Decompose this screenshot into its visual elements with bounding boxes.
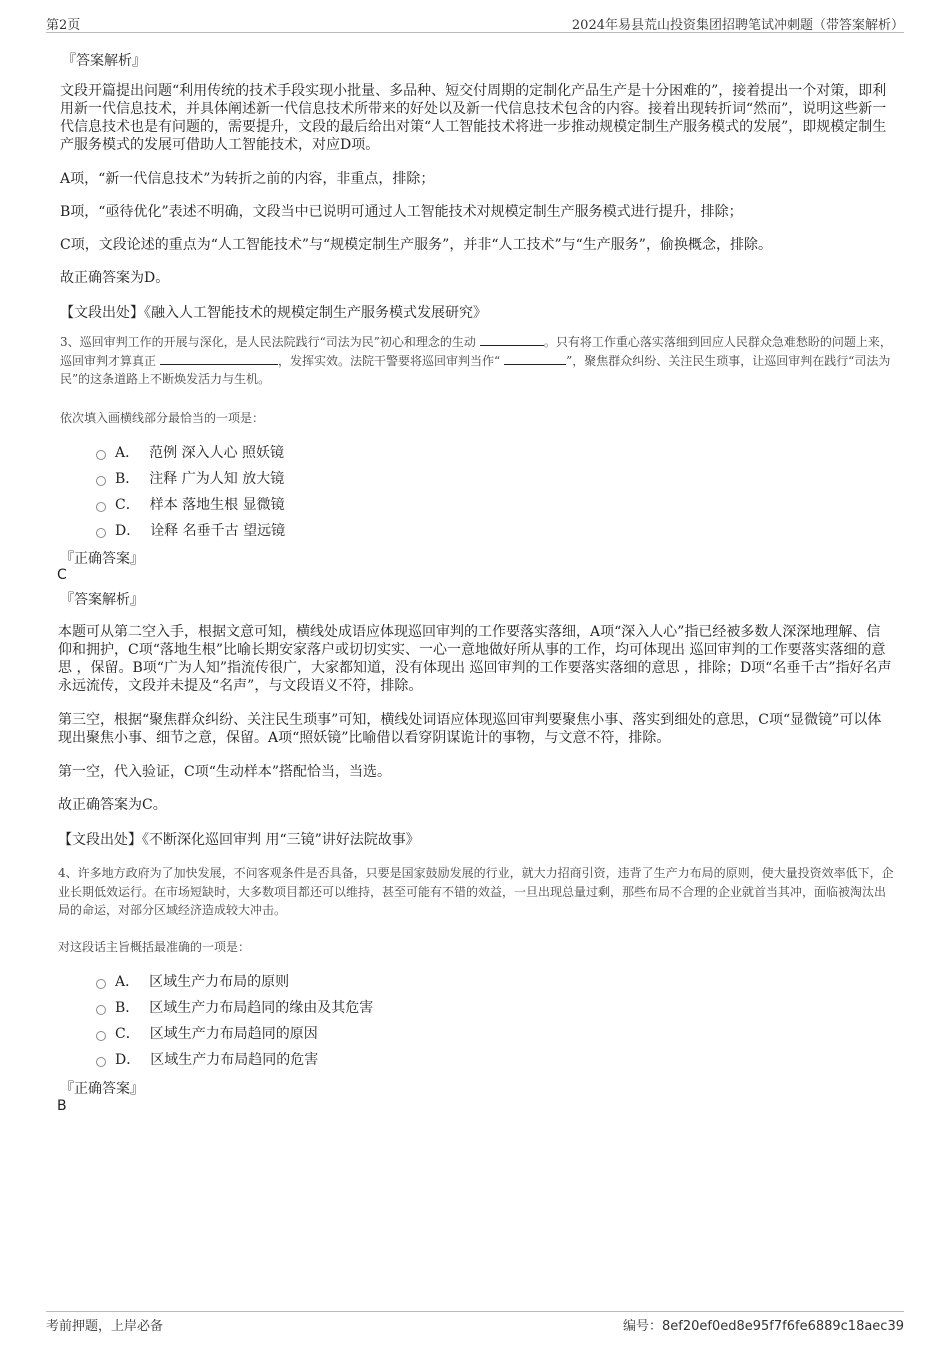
correct-answer: B <box>57 1098 67 1114</box>
question-stem <box>60 333 894 389</box>
analysis-paragraph: A项，“新一代信息技术”为转折之前的内容，非重点，排除； <box>60 171 435 187</box>
option-b[interactable]: B． 注释 广为人知 放大镜 <box>96 465 285 491</box>
option-c[interactable]: C． 样本 落地生根 显微镜 <box>96 491 285 517</box>
correct-answer: C <box>57 567 67 583</box>
radio-icon[interactable] <box>96 502 106 512</box>
option-a[interactable]: A． 范例 深入人心 照妖镜 <box>96 439 285 465</box>
option-b[interactable]: B． 区域生产力布局趋同的缘由及其危害 <box>96 994 373 1020</box>
radio-icon[interactable] <box>96 450 106 460</box>
question-text: ”，聚焦群众纠纷、关注民生琐事，让巡回审判在践行“司法为民”的这条道路上不断焕发活力与生机。 <box>60 353 891 386</box>
analysis-paragraph: 文段开篇提出问题“利用传统的技术手段实现小批量、多品种、短交付周期的定制化产品生产是十分困难的”，接着提出一个对策，即利用新一代信息技术，并具体阐述新一代信息技术所带来的好处以及新一代信息技术包含的内容。接着出现转折词“然而”，说明这些新一代信息技术也是有问题的，需要提升，文段的最后给出对策“人工智能技术将进一步推动规模定制生产服务模式的发展”，即规模定制生产服务模式的发展可借助人工智能技术，对应D项。 <box>60 83 887 153</box>
analysis-paragraph: 第一空，代入验证，C项“生动样本”搭配恰当，当选。 <box>58 764 392 780</box>
fill-blank <box>160 352 278 365</box>
options-list <box>96 968 373 1072</box>
analysis-tag: 『答案解析』 <box>62 53 146 69</box>
analysis-paragraph: 本题可从第二空入手，根据文意可知，横线处成语应体现巡回审判的工作要落实落细，A项“深入人心”指已经被多数人深深地理解、信仰和拥护，C项“落地生根”比喻长期安家落户或切切实实、一心一意地做好所从事的工作，均可体现出 巡回审判的工作要落实落细的意思 ，保留。B项“广为人知”指流传很广，大家都知道，没有体现出 巡回审判的工作要落实落细的意思 ，排除；D项“名垂千古”指好名声永远流传，文段并未提及“名声”，与文段语义不符，排除。 <box>58 624 892 694</box>
question-text: ，发挥实效。法院干警要将巡回审判当作“ <box>278 353 501 368</box>
radio-icon[interactable] <box>96 979 106 989</box>
option-a[interactable]: A． 区域生产力布局的原则 <box>96 968 373 994</box>
passage-source: 【文段出处】《不断深化巡回审判 用“三镜”讲好法院故事》 <box>58 832 420 848</box>
analysis-paragraph: 故正确答案为D。 <box>60 270 170 286</box>
question-prompt: 对这段话主旨概括最准确的一项是： <box>58 940 251 954</box>
question-text: 3、巡回审判工作的开展与深化，是人民法院践行“司法为民”初心和理念的生动 <box>60 335 476 349</box>
radio-icon[interactable] <box>96 528 106 538</box>
radio-icon[interactable] <box>96 1057 106 1067</box>
radio-icon[interactable] <box>96 1005 106 1015</box>
option-c[interactable]: C． 区域生产力布局趋同的原因 <box>96 1020 373 1046</box>
page-number: 第2页 <box>46 18 81 33</box>
fill-blank <box>504 352 566 365</box>
analysis-paragraph: 故正确答案为C。 <box>58 797 167 813</box>
question-stem: 4、许多地方政府为了加快发展，不问客观条件是否具备，只要是国家鼓励发展的行业，就大力招商引资，违背了生产力布局的原则，使大量投资效率低下，企业长期低效运行。在市场短缺时，大多数项目都还可以维持，甚至可能有不错的效益，一旦出现总量过剩，那些布局不合理的企业就首当其冲，面临被淘汰出局的命运，对部分区域经济造成较大冲击。 <box>58 866 894 917</box>
analysis-paragraph: B项，“亟待优化”表述不明确，文段当中已说明可通过人工智能技术对规模定制生产服务模式进行提升，排除； <box>60 204 743 220</box>
question-prompt: 依次填入画横线部分最恰当的一项是： <box>60 411 265 425</box>
options-list <box>96 439 285 543</box>
question-text: 。只有将工作重心落实落细到回应人民群众急难愁盼的问题上来，巡回审判才算真正 <box>60 335 892 368</box>
page-footer <box>46 1311 904 1334</box>
analysis-paragraph: 第三空，根据“聚焦群众纠纷、关注民生琐事”可知，横线处词语应体现巡回审判要聚焦小事、落实到细处的意思，C项“显微镜”可以体现出聚焦小事、细节之意，保留。A项“照妖镜”比喻借以看穿阴谋诡计的事物，与文意不符，排除。 <box>58 712 882 746</box>
answer-tag: 『正确答案』 <box>60 1081 144 1097</box>
footer-slogan: 考前押题，上岸必备 <box>46 1319 164 1334</box>
fill-blank <box>480 333 544 346</box>
option-d[interactable]: D． 区域生产力布局趋同的危害 <box>96 1046 373 1072</box>
passage-source: 【文段出处】《融入人工智能技术的规模定制生产服务模式发展研究》 <box>60 305 487 321</box>
answer-tag: 『正确答案』 <box>60 551 144 567</box>
analysis-tag: 『答案解析』 <box>60 592 144 608</box>
option-d[interactable]: D． 诠释 名垂千古 望远镜 <box>96 517 285 543</box>
analysis-paragraph: C项，文段论述的重点为“人工智能技术”与“规模定制生产服务”，并非“人工技术”与“生产服务”，偷换概念，排除。 <box>60 237 772 253</box>
radio-icon[interactable] <box>96 476 106 486</box>
page-header <box>46 12 904 33</box>
document-title: 2024年易县荒山投资集团招聘笔试冲刺题（带答案解析） <box>571 18 904 33</box>
document-code: 编号：8ef20ef0ed8e95f7f6fe6889c18aec39 <box>622 1319 904 1334</box>
radio-icon[interactable] <box>96 1031 106 1041</box>
